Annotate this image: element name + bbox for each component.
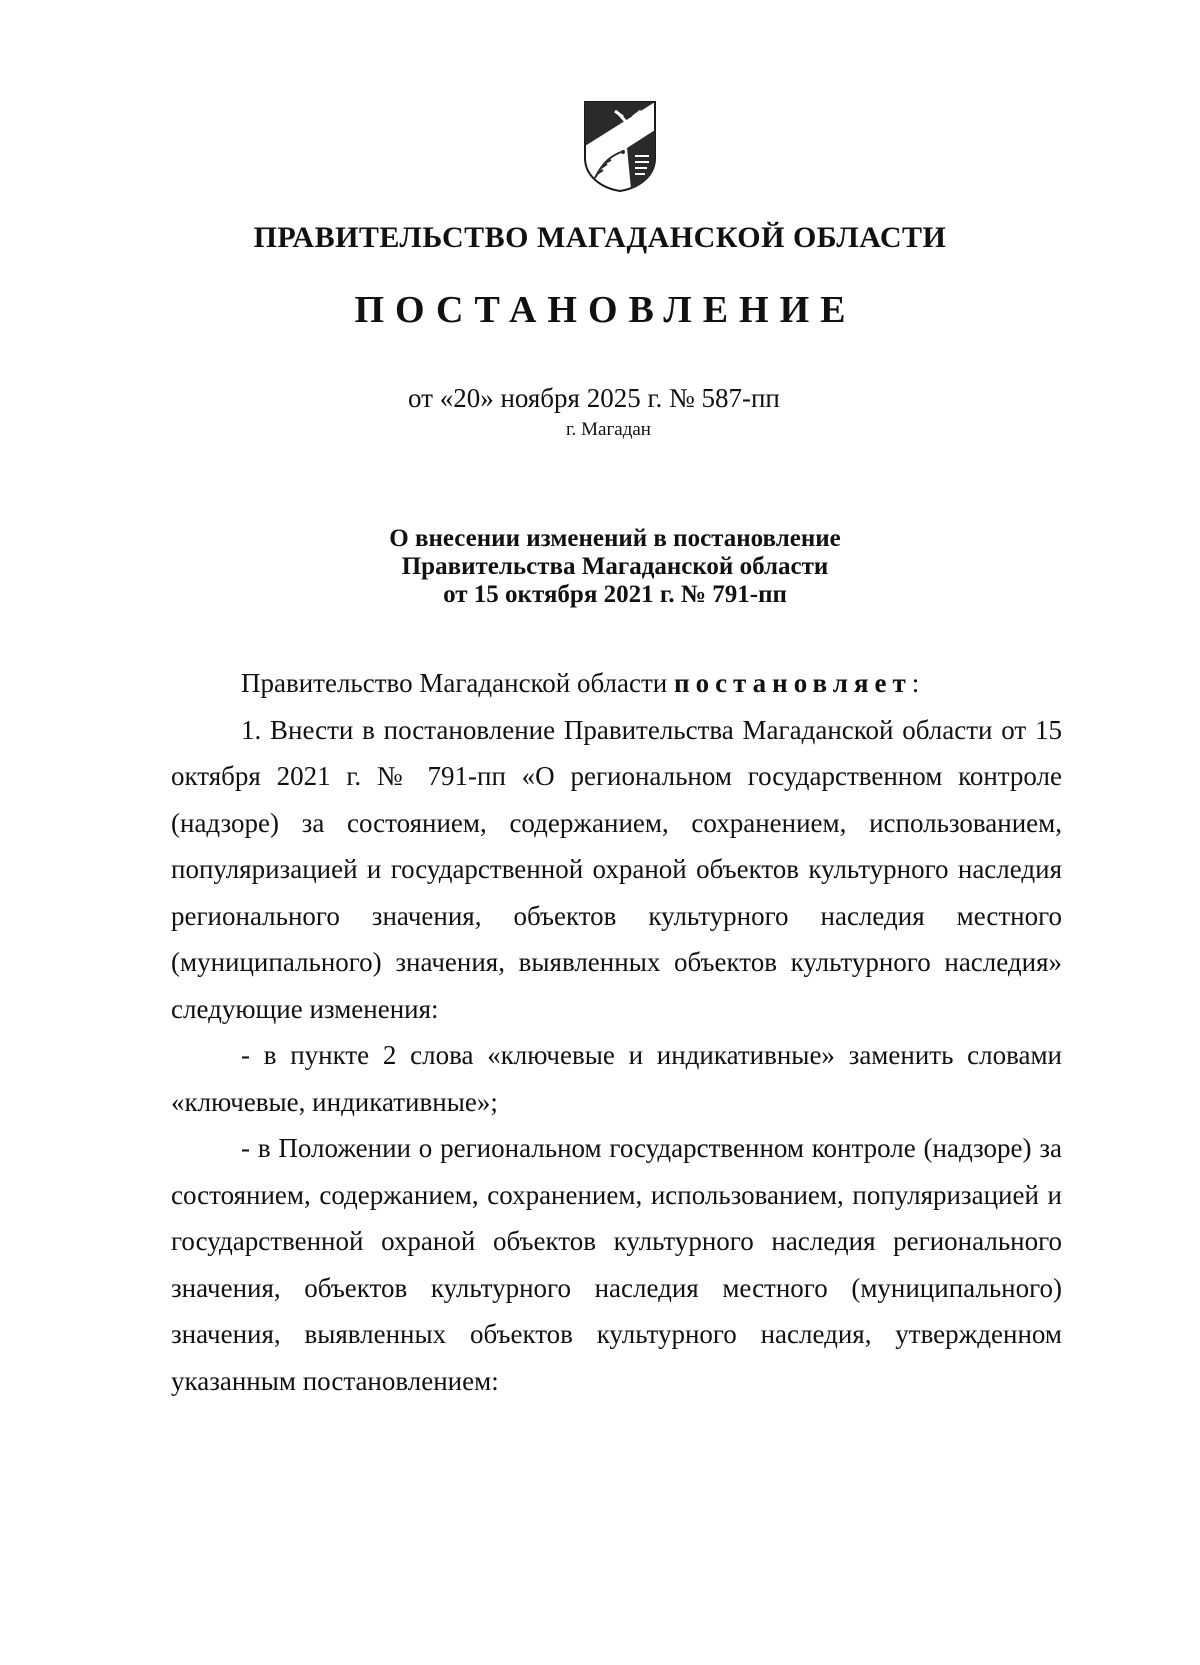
paragraph-3: - в Положении о региональном государственном контроле (надзоре) за состоянием, содержанием, сохранением, использованием, популяризацией и государственной охраной объектов культурного наследия регионального значения, объектов культурного наследия местного (муниципального) значения, выявленных объектов культурного наследия, утвержденном указанным постановлением:	[171, 1133, 1062, 1396]
paragraph-2: - в пункте 2 слова «ключевые и индикативные» заменить словами «ключевые, индикативные»;	[171, 1040, 1062, 1117]
document-subject	[0, 525, 1200, 609]
org-title: ПРАВИТЕЛЬСТВО МАГАДАНСКОЙ ОБЛАСТИ	[253, 221, 947, 254]
intro-colon: :	[911, 668, 920, 698]
paragraph-1: 1. Внести в постановление Правительства Магаданской области от 15 октября 2021 г. № 791-пп «О региональном государственном контроле (надзоре) за состоянием, содержанием, сохранением, использованием, популяризацией и государственной охраной объектов культурного наследия регионального значения, объектов культурного наследия местного (муниципального) значения, выявленных объектов культурного наследия» следующие изменения:	[171, 714, 1062, 1024]
doc-number: от «20» ноября 2025 г. № 587-пп	[408, 383, 780, 413]
doc-type-title: ПОСТАНОВЛЕНИЕ	[354, 289, 857, 331]
document-body	[171, 660, 1062, 1404]
coat-of-arms-icon	[583, 100, 657, 192]
intro-paragraph	[171, 660, 1062, 707]
subject-line: Правительства Магаданской области	[401, 553, 829, 580]
resolves-word: постановляет	[674, 668, 912, 698]
doc-city: г. Магадан	[566, 419, 651, 440]
intro-text: Правительство Магаданской области	[241, 668, 675, 698]
subject-line: от 15 октября 2021 г. № 791-пп	[443, 581, 787, 608]
subject-line: О внесении изменений в постановление	[389, 525, 841, 552]
